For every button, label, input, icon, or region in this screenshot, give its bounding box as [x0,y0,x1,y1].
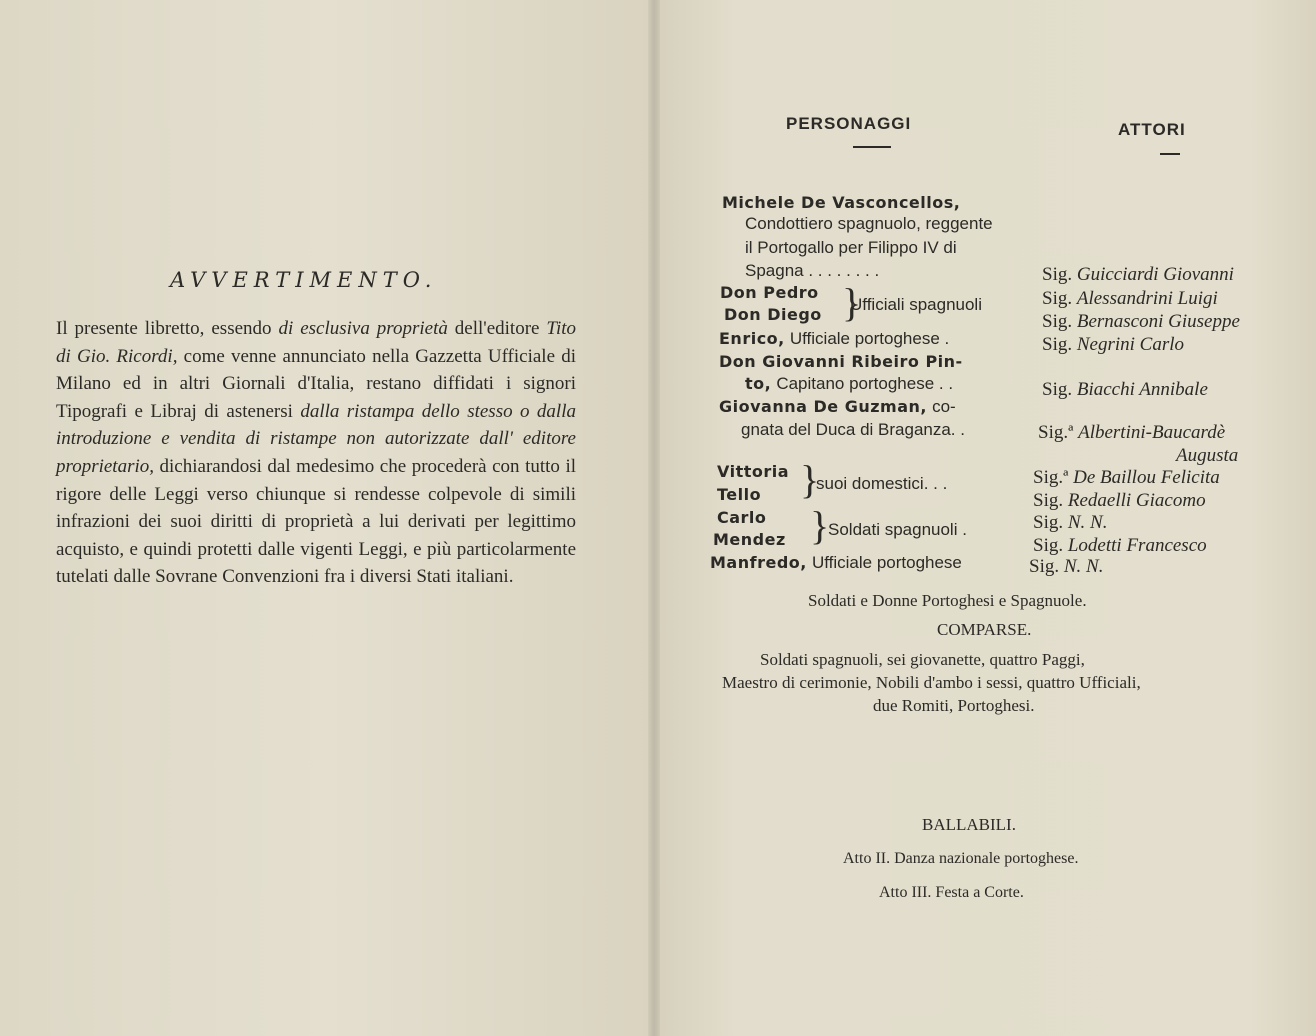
attori-heading: ATTORI [1118,120,1186,139]
character-mendez: Mendez [713,530,786,549]
avvertimento-paragraph [56,315,576,591]
giovanni-line-2 [745,374,953,394]
actor-prefix: Sig. [1042,334,1073,355]
actor-7 [1033,467,1220,489]
comparse-line-2: Maestro di cerimonie, Nobili d'ambo i sessi, quattro Ufficiali, [722,673,1141,692]
actor-name: Redaelli Giacomo [1067,490,1206,511]
actor-prefix: Sig. [1029,556,1060,577]
personaggi-rule [853,146,891,148]
carlo-mendez-desc: Soldati spagnuoli . [828,520,967,539]
comparse-title: COMPARSE. [937,620,1032,639]
vittoria-tello-desc: suoi domestici. . . [816,474,948,493]
character-giovanni: Don Giovanni Ribeiro Pin- [719,352,963,371]
michele-desc-1: Condottiero spagnuolo, reggente [745,214,993,233]
character-tello: Tello [717,485,762,504]
actor-name: Augusta [1176,445,1239,466]
actor-11 [1029,556,1103,578]
character-michele: Michele De Vasconcellos, [722,193,961,212]
actor-name: Albertini-Baucardè [1078,422,1226,443]
actor-6b [1176,445,1238,467]
giovanna-desc-2: gnata del Duca di Braganza. . [741,420,965,439]
actor-prefix: Sig. [1033,535,1064,556]
personaggi-heading: PERSONAGGI [786,114,912,133]
para-italic: Tito di Gio. Ricordi, [56,318,576,367]
actor-prefix: Sig. [1042,379,1073,400]
manfredo-desc: Ufficiale portoghese [811,553,962,572]
brace-icon: } [800,457,820,502]
brace-icon: } [842,280,862,325]
actor-name: De Baillou Felicita [1073,467,1220,488]
actor-name: N. N. [1063,556,1104,577]
avvertimento-title: AVVERTIMENTO. [170,268,438,292]
actor-3 [1042,311,1240,333]
michele-desc-2: il Portogallo per Filippo IV di [745,238,957,257]
actor-name: Lodetti Francesco [1067,535,1207,556]
character-diego: Don Diego [724,305,822,324]
manfredo-line [710,553,962,573]
character-carlo: Carlo [717,508,767,527]
comparse-line-1: Soldati spagnuoli, sei giovanette, quattro Paggi, [760,650,1085,669]
giovanna-line [719,397,956,417]
character-giovanna: Giovanna De Guzman, [719,397,927,416]
michele-desc-3: Spagna . . . . . . . . [745,261,880,280]
actor-6 [1038,422,1225,444]
para-italic: di esclusiva proprietà [278,318,448,339]
actor-name: Negrini Carlo [1076,334,1185,355]
actor-name: Biacchi Annibale [1076,379,1208,400]
character-giovanni-cont: to, [745,374,772,393]
actor-9 [1033,512,1107,534]
actor-prefix: Sig.ª [1033,467,1069,488]
giovanni-desc: Capitano portoghese . . [776,374,954,393]
actor-name: N. N. [1067,512,1108,533]
soldati-line: Soldati e Donne Portoghesi e Spagnuole. [808,591,1087,610]
giovanna-desc-1: co- [932,397,956,416]
actor-prefix: Sig. [1042,264,1073,285]
para-part: dell'editore [447,318,547,339]
actor-prefix: Sig.ª [1038,422,1074,443]
book-gutter [648,0,660,1036]
ballabili-atto-3: Atto III. Festa a Corte. [879,884,1024,901]
pedro-diego-desc: Ufficiali spagnuoli [850,295,982,314]
enrico-line [719,329,949,349]
actor-5 [1042,379,1208,401]
actor-name: Alessandrini Luigi [1076,288,1218,309]
brace-icon: } [810,503,830,548]
actor-name: Bernasconi Giuseppe [1076,311,1240,332]
character-enrico: Enrico, [719,329,785,348]
para-part: dichiarandosi dal medesimo che procederà con tutto il rigore delle Leggi verso chiunque si rendesse colpevole di simili infrazioni dei suoi diritti di proprietà a lui derivati per legittimo acquisto, e quindi protetti dalle vigenti Leggi, e più particolarmente tutelati dalle Sovrane Convenzioni fra i diversi Stati italiani. [56,455,576,588]
actor-4 [1042,334,1184,356]
enrico-desc: Ufficiale portoghese . [789,329,950,348]
ballabili-title: BALLABILI. [922,815,1016,834]
para-part: come venne annunciato nella Gazzetta Ufficiale di Milano ed in altri Giornali d'Italia, restano diffidati i signori Tipografi e Libraj di astenersi [56,345,576,422]
actor-name: Guicciardi Giovanni [1076,264,1234,285]
actor-prefix: Sig. [1042,288,1073,309]
actor-10 [1033,535,1207,557]
actor-prefix: Sig. [1033,490,1064,511]
actor-2 [1042,288,1218,310]
ballabili-atto-2: Atto II. Danza nazionale portoghese. [843,850,1079,867]
actor-8 [1033,490,1206,512]
para-part: Il presente libretto, essendo [56,318,279,339]
para-italic: dalla ristampa dello stesso o dalla introduzione e vendita di ristampe non autorizzate dall' editore proprietario, [56,400,576,477]
character-vittoria: Vittoria [717,462,790,481]
comparse-line-3: due Romiti, Portoghesi. [873,696,1035,715]
character-manfredo: Manfredo, [710,553,807,572]
character-pedro: Don Pedro [720,283,819,302]
actor-1 [1042,264,1234,286]
actor-prefix: Sig. [1042,311,1073,332]
actor-prefix: Sig. [1033,512,1064,533]
attori-rule [1160,153,1180,155]
